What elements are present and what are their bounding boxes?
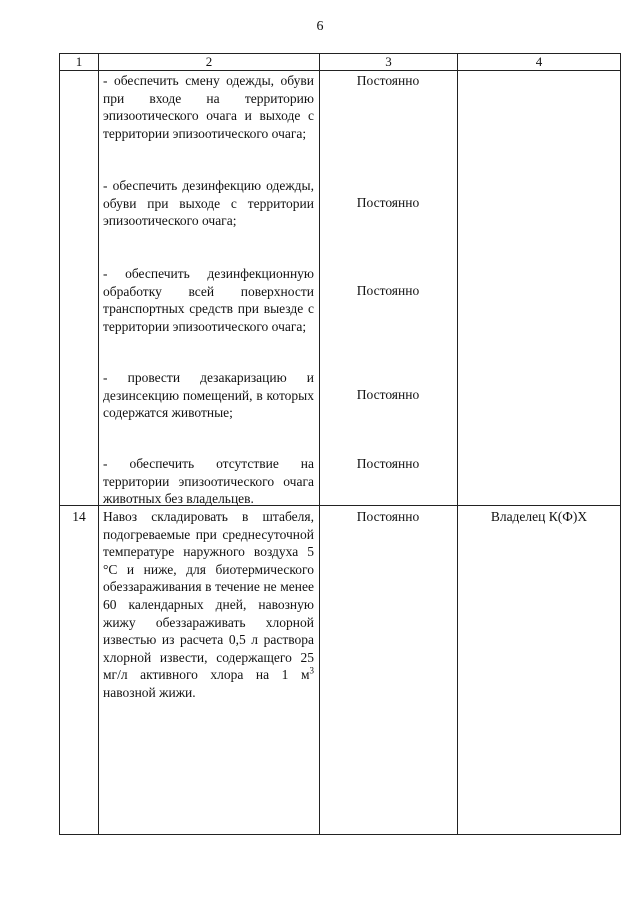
- row-number: 14: [72, 509, 86, 524]
- measure-item-vehicle-disinfection: - обеспечить дезинфекционную обработку всей поверхности транспортных средств при выезде с территории эпизоотического очага;: [103, 266, 314, 334]
- cubic-superscript: 3: [309, 665, 314, 676]
- manure-measure-end: навозной жижи.: [103, 684, 196, 700]
- table-bottom-border: [59, 834, 621, 835]
- header-col-2: 2: [205, 54, 213, 69]
- measure-item-clothing-change: - обеспечить смену одежды, обуви при входе на территорию эпизоотического очага и выходе с территории эпизоотического очага;: [103, 73, 314, 141]
- page-number: 6: [316, 19, 324, 34]
- header-col-1: 1: [75, 54, 83, 69]
- column-divider-3: [457, 53, 458, 835]
- measure-item-disinsection: - провести дезакаризацию и дезинсекцию помещений, в которых содержатся животные;: [103, 370, 314, 421]
- header-col-3: 3: [385, 54, 392, 69]
- measure-status: Постоянно: [356, 195, 420, 210]
- measure-status: Постоянно: [356, 73, 420, 88]
- header-bottom-border: [59, 70, 621, 71]
- measure-item-stray-animals: - обеспечить отсутствие на территории эпизоотического очага животных без владельцев.: [103, 456, 314, 507]
- table-right-border: [620, 53, 621, 835]
- table-left-border: [59, 53, 60, 835]
- column-divider-2: [319, 53, 320, 835]
- measure-item-clothing-disinfection: - обеспечить дезинфекцию одежды, обуви при выходе с территории эпизоотического очага;: [103, 178, 314, 229]
- measure-status: Постоянно: [356, 387, 420, 402]
- manure-measure-text: [103, 508, 314, 702]
- measure-status: Постоянно: [356, 456, 420, 471]
- responsible-party: Владелец К(Ф)Х: [490, 509, 588, 524]
- column-divider-1: [98, 53, 99, 835]
- manure-measure-main: Навоз складировать в штабеля, подогреваемые при среднесуточной температуре наружного воздуха 5 °С и ниже, для биотермического обеззараживания в течение не менее 60 календарных дней, навозную жижу обеззараживать хлорной известью из расчета 0,5 л раствора хлорной извести, содержащего 25 мг/л активного хлора на 1 м: [103, 509, 314, 683]
- measure-status: Постоянно: [356, 283, 420, 298]
- header-col-4: 4: [535, 54, 543, 69]
- manure-measure-status: Постоянно: [356, 509, 420, 524]
